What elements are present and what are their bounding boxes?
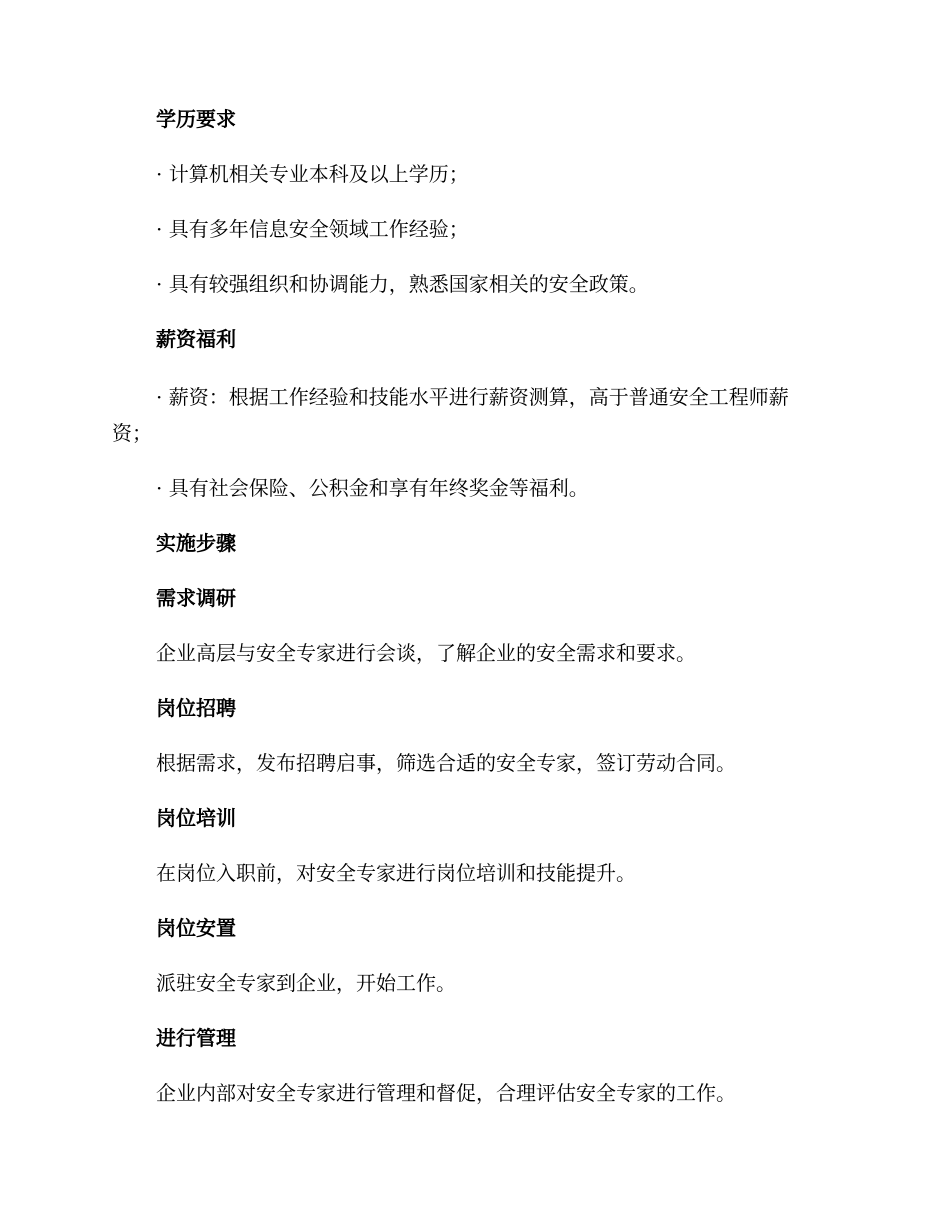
recruit-text: 根据需求，发布招聘启事，筛选合适的安全专家，签订劳动合同。 <box>156 751 736 775</box>
document-content <box>112 104 828 1133</box>
heading-training: 岗位培训 <box>156 806 236 830</box>
management-text: 企业内部对安全专家进行管理和督促，合理评估安全专家的工作。 <box>156 1081 736 1105</box>
education-item-skills: · 具有较强组织和协调能力，熟悉国家相关的安全政策。 <box>156 272 649 296</box>
research-text: 企业高层与安全专家进行会谈，了解企业的安全需求和要求。 <box>156 641 696 665</box>
heading-recruit: 岗位招聘 <box>156 696 236 720</box>
heading-education: 学历要求 <box>156 107 236 131</box>
heading-salary: 薪资福利 <box>156 327 236 351</box>
heading-placement: 岗位安置 <box>156 916 236 940</box>
salary-item-benefits: · 具有社会保险、公积金和享有年终奖金等福利。 <box>156 476 589 500</box>
heading-steps: 实施步骤 <box>156 531 236 555</box>
training-text: 在岗位入职前，对安全专家进行岗位培训和技能提升。 <box>156 861 636 885</box>
heading-management: 进行管理 <box>156 1026 236 1050</box>
education-item-degree: · 计算机相关专业本科及以上学历； <box>156 162 469 186</box>
salary-item-pay: · 薪资：根据工作经验和技能水平进行薪资测算，高于普通安全工程师薪资； <box>112 385 789 445</box>
education-item-experience: · 具有多年信息安全领域工作经验； <box>156 217 469 241</box>
heading-research: 需求调研 <box>156 586 236 610</box>
placement-text: 派驻安全专家到企业，开始工作。 <box>156 971 456 995</box>
